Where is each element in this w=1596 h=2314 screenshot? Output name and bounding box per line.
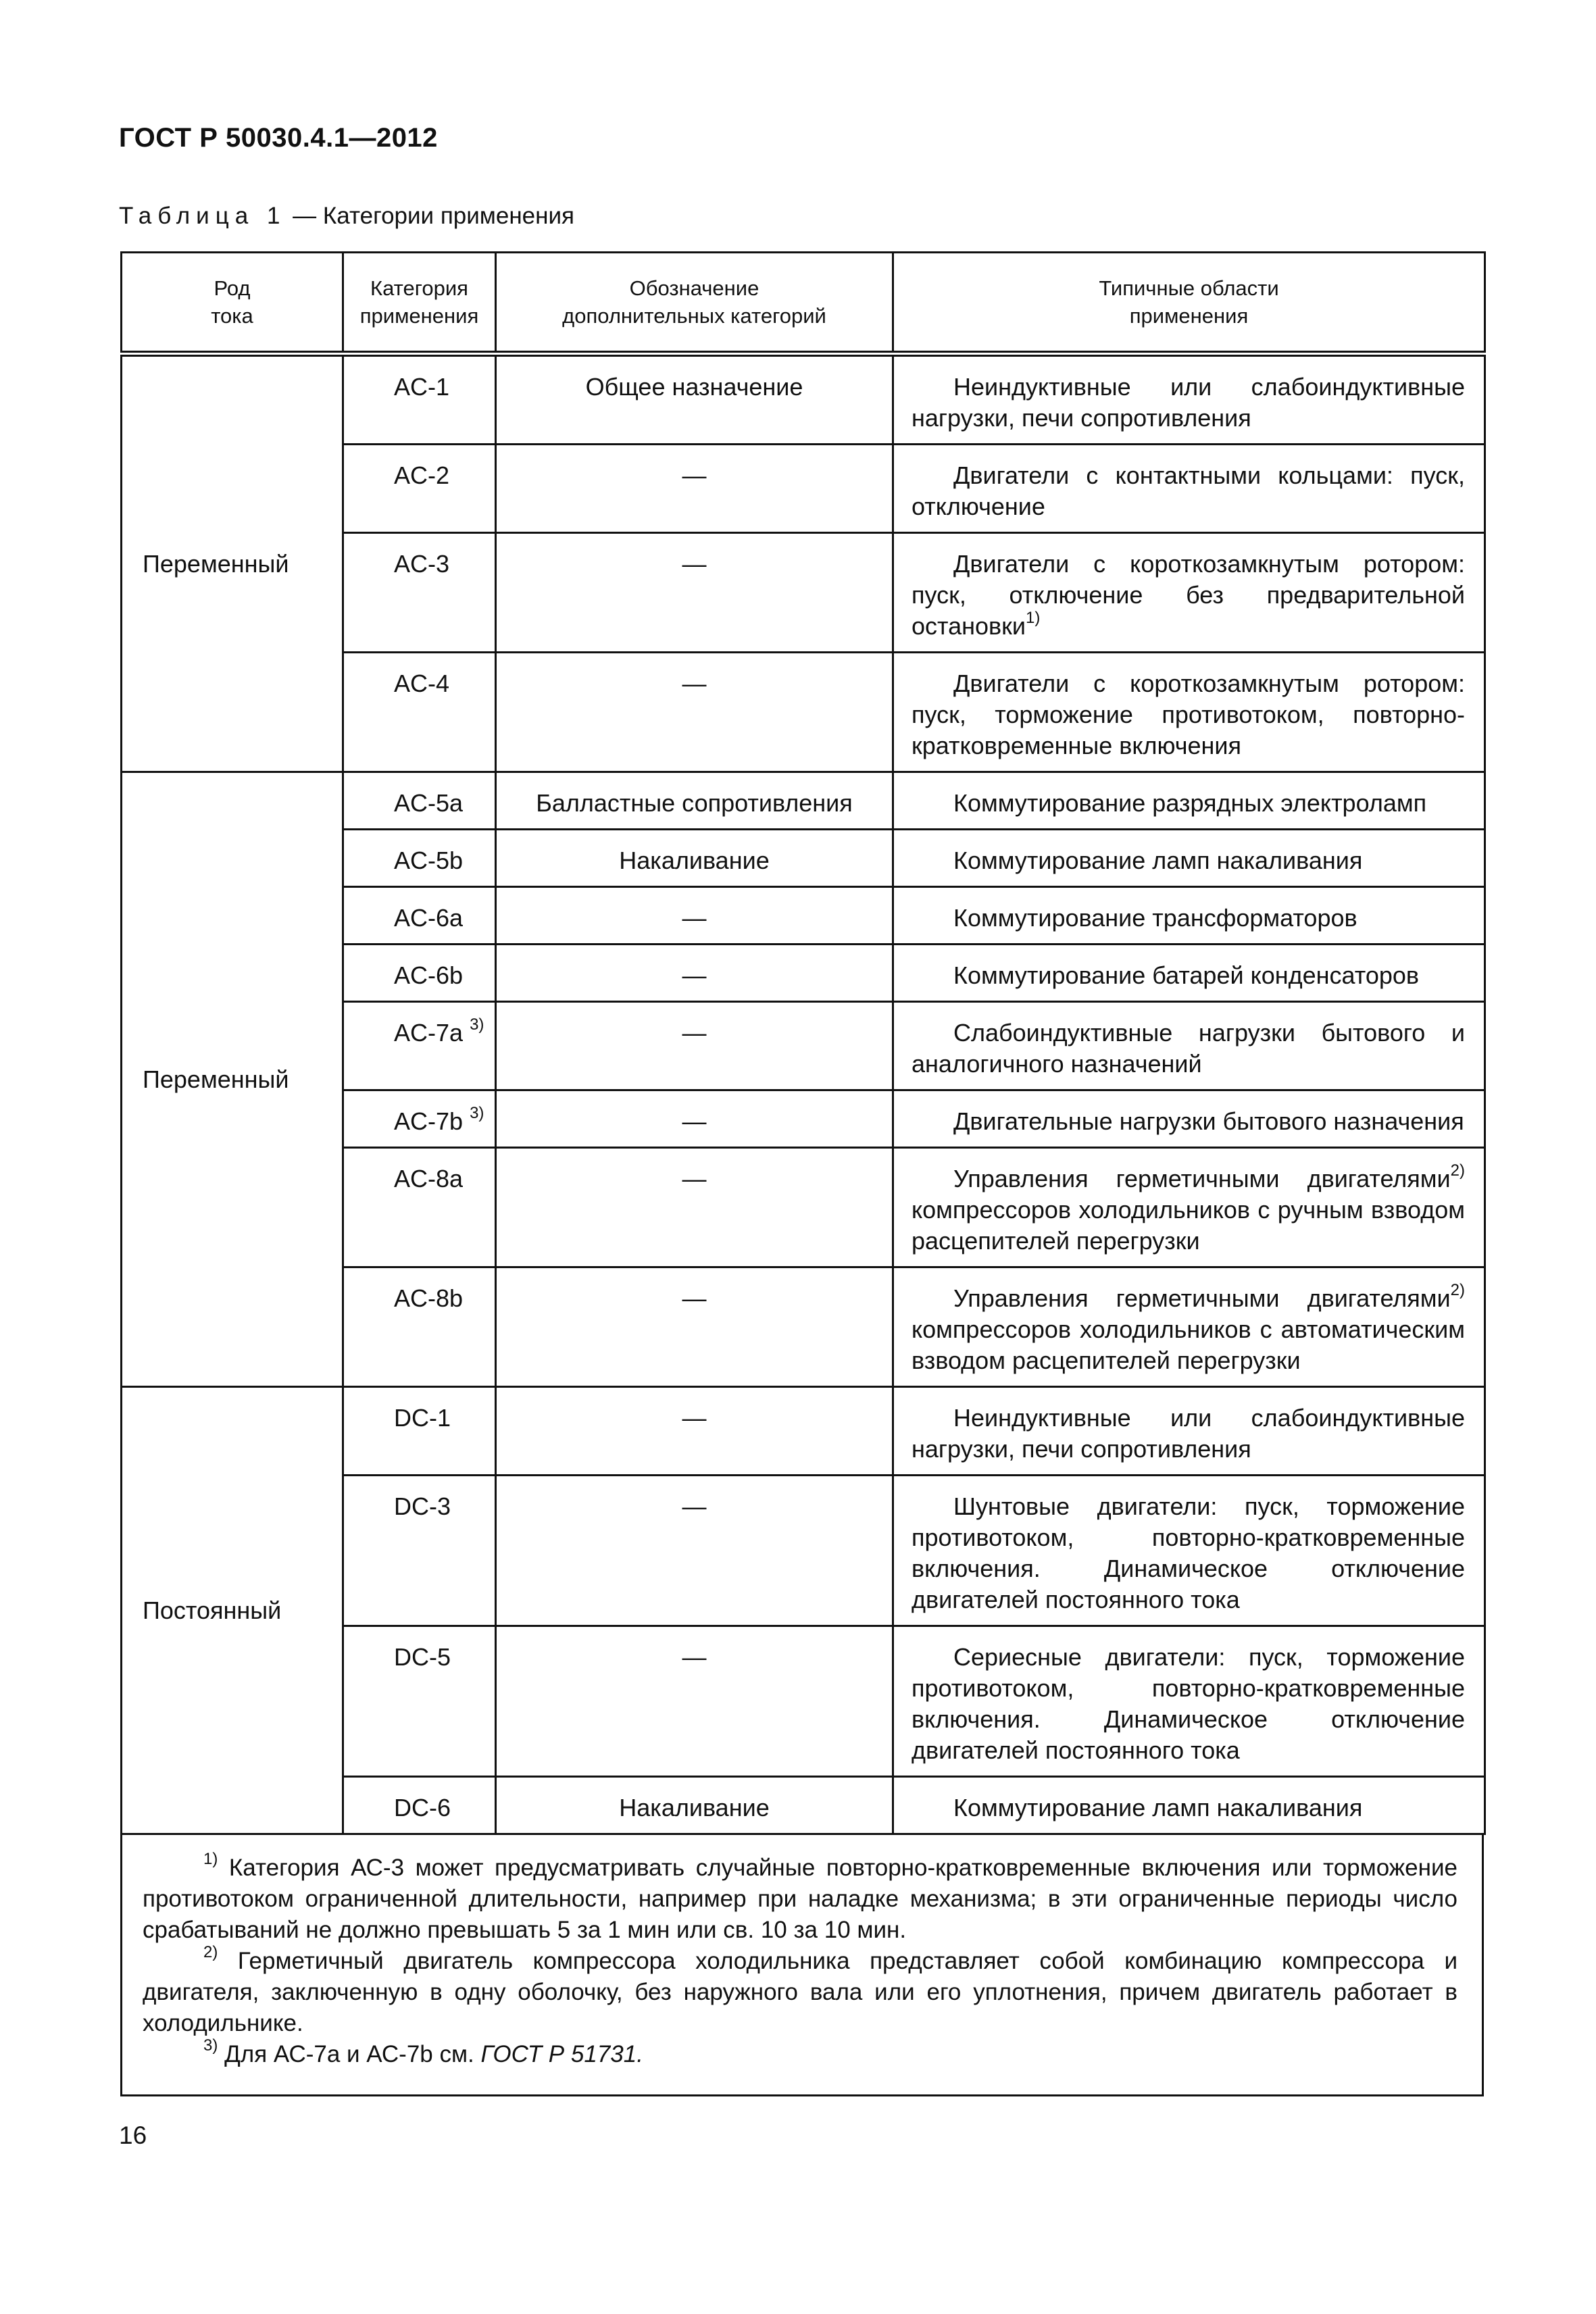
typical-area-cell (893, 945, 1485, 1002)
footnote-text: Категория АС-3 может предусматривать случайные повторно-кратковременные включения или торможение противотоком ограниченной длительности, например при наладке механизма; в эти ограниченные периоды число срабатываний не должно превышать 5 за 1 мин или св. 10 за 10 мин. (143, 1855, 1457, 1943)
current-type-cell (122, 1387, 343, 1834)
typical-area-text: Управления герметичными двигателями (953, 1165, 1451, 1192)
designation-cell (496, 1387, 893, 1476)
current-type-cell (122, 772, 343, 1387)
typical-area-text: Двигатели с контактными кольцами: пуск, отключение (912, 461, 1465, 520)
typical-area-cell (893, 887, 1485, 945)
category-cell (343, 1387, 496, 1476)
typical-area-text: Управления герметичными двигателями (953, 1284, 1451, 1312)
typical-area-cell (893, 445, 1485, 533)
designation-cell (496, 1002, 893, 1090)
page-number: 16 (119, 2121, 147, 2149)
designation-cell (496, 1626, 893, 1777)
typical-area-cell (893, 1002, 1485, 1090)
designation-text: Общее назначение (585, 373, 803, 401)
designation-text: — (682, 1284, 707, 1312)
footnote-ref: 3) (470, 1104, 484, 1122)
footnote-ref: 3) (470, 1015, 484, 1034)
footnote (143, 2036, 1457, 2070)
typical-area-cell (893, 830, 1485, 887)
table-row (122, 354, 1485, 445)
category-cell (343, 533, 496, 653)
footnote-text: Для АС-7а и АС-7b см. (218, 2041, 481, 2067)
category-cell (343, 1148, 496, 1267)
typical-area-cell (893, 354, 1485, 445)
current-type-label: Постоянный (143, 1596, 282, 1624)
typical-area-text: Коммутирование трансформаторов (953, 904, 1357, 932)
table-caption-label: Таблица 1 (119, 203, 286, 229)
col-header-category: Категория применения (343, 253, 496, 354)
category-cell (343, 445, 496, 533)
category-cell (343, 830, 496, 887)
category-code: AC-7b (394, 1107, 464, 1135)
category-cell (343, 945, 496, 1002)
table-caption (119, 203, 574, 230)
designation-text: — (682, 1019, 707, 1047)
col-header-typical-areas: Типичные области применения (893, 253, 1485, 354)
typical-area-text: компрессоров холодильников с ручным взводом расцепителей перегрузки (912, 1196, 1465, 1255)
col-header-designation: Обозначение дополнительных категорий (496, 253, 893, 354)
typical-area-cell (893, 1626, 1485, 1777)
designation-text: — (682, 1404, 707, 1432)
table-footnotes (120, 1835, 1484, 2096)
designation-text: — (682, 1643, 707, 1671)
designation-cell (496, 830, 893, 887)
category-cell (343, 772, 496, 830)
category-cell (343, 1626, 496, 1777)
designation-text: — (682, 670, 707, 697)
typical-area-text: Неиндуктивные или слабоиндуктивные нагрузки, печи сопротивления (912, 1404, 1465, 1463)
designation-cell (496, 945, 893, 1002)
current-type-label: Переменный (143, 1065, 289, 1093)
category-code: AC-6a (394, 904, 464, 932)
typical-area-cell (893, 533, 1485, 653)
category-code: AC-2 (394, 461, 450, 489)
typical-area-cell (893, 653, 1485, 772)
typical-area-text: Коммутирование ламп накаливания (953, 847, 1363, 874)
table-caption-title: — Категории применения (293, 203, 574, 229)
table-body (122, 354, 1485, 1834)
category-cell (343, 653, 496, 772)
typical-area-text: Двигатели с короткозамкнутым ротором: пуск, торможение противотоком, повторно-кратковременные включения (912, 670, 1465, 759)
footnote-ref: 3) (203, 2036, 218, 2055)
typical-area-cell (893, 1148, 1485, 1267)
category-cell (343, 887, 496, 945)
category-code: AC-1 (394, 373, 450, 401)
designation-cell (496, 1090, 893, 1148)
typical-area-text: Коммутирование разрядных электроламп (953, 789, 1427, 817)
footnote-ref: 1) (203, 1850, 218, 1869)
typical-area-cell (893, 1387, 1485, 1476)
categories-table (120, 251, 1486, 1835)
designation-cell (496, 887, 893, 945)
designation-text: — (682, 1107, 707, 1135)
designation-text: — (682, 1165, 707, 1192)
category-code: AC-6b (394, 961, 464, 989)
typical-area-cell (893, 1777, 1485, 1834)
designation-cell (496, 533, 893, 653)
designation-text: — (682, 961, 707, 989)
designation-text: Накаливание (619, 1794, 770, 1821)
category-code: AC-7a (394, 1019, 464, 1047)
designation-cell (496, 445, 893, 533)
footnote-ref: 1) (1026, 609, 1041, 627)
typical-area-cell (893, 1267, 1485, 1387)
typical-area-text: Неиндуктивные или слабоиндуктивные нагрузки, печи сопротивления (912, 373, 1465, 432)
typical-area-cell (893, 772, 1485, 830)
designation-text: — (682, 461, 707, 489)
typical-area-text: Коммутирование ламп накаливания (953, 1794, 1363, 1821)
footnote (143, 1850, 1457, 1946)
designation-cell (496, 1267, 893, 1387)
designation-cell (496, 1476, 893, 1626)
typical-area-text: Сериесные двигатели: пуск, торможение противотоком, повторно-кратковременные включения. Динамическое отключение двигателей постоянного тока (912, 1643, 1465, 1764)
table-row (122, 1387, 1485, 1476)
category-code: AC-4 (394, 670, 450, 697)
col-header-current-type: Род тока (122, 253, 343, 354)
designation-cell (496, 772, 893, 830)
category-code: AC-8b (394, 1284, 464, 1312)
designation-cell (496, 1148, 893, 1267)
category-cell (343, 1777, 496, 1834)
designation-text: — (682, 550, 707, 578)
footnote-ref: 2) (203, 1943, 218, 1962)
category-cell (343, 1267, 496, 1387)
designation-cell (496, 354, 893, 445)
typical-area-text: компрессоров холодильников с автоматическим взводом расцепителей перегрузки (912, 1315, 1465, 1374)
typical-area-text: Двигатели с короткозамкнутым ротором: пуск, отключение без предварительной остановки (912, 550, 1465, 640)
category-cell (343, 1002, 496, 1090)
typical-area-text: Коммутирование батарей конденсаторов (953, 961, 1420, 989)
table-header-row (122, 253, 1485, 354)
category-code: DC-5 (394, 1643, 451, 1671)
category-code: AC-5a (394, 789, 464, 817)
typical-area-cell (893, 1090, 1485, 1148)
category-code: DC-6 (394, 1794, 451, 1821)
standard-code: ГОСТ Р 50030.4.1—2012 (119, 123, 438, 153)
footnote-text: Герметичный двигатель компрессора холодильника представляет собой комбинацию компрессора и двигателя, заключенную в одну оболочку, без наружного вала или его уплотнения, причем двигатель работает в холодильнике. (143, 1948, 1457, 2036)
category-code: AC-3 (394, 550, 450, 578)
footnote (143, 1943, 1457, 2039)
designation-text: — (682, 1492, 707, 1520)
category-code: DC-1 (394, 1404, 451, 1432)
designation-text: Накаливание (619, 847, 770, 874)
typical-area-cell (893, 1476, 1485, 1626)
category-code: AC-8a (394, 1165, 464, 1192)
category-cell (343, 354, 496, 445)
current-type-cell (122, 354, 343, 772)
designation-cell (496, 653, 893, 772)
footnote-ref: 2) (1450, 1281, 1465, 1299)
category-cell (343, 1090, 496, 1148)
footnote-ref: 2) (1450, 1161, 1465, 1180)
designation-text: — (682, 904, 707, 932)
typical-area-text: Двигательные нагрузки бытового назначения (953, 1107, 1464, 1135)
table-row (122, 772, 1485, 830)
category-cell (343, 1476, 496, 1626)
typical-area-text: Слабоиндуктивные нагрузки бытового и аналогичного назначений (912, 1019, 1465, 1078)
typical-area-text: Шунтовые двигатели: пуск, торможение противотоком, повторно-кратковременные включения. Динамическое отключение двигателей постоянного тока (912, 1492, 1465, 1613)
category-code: AC-5b (394, 847, 464, 874)
category-code: DC-3 (394, 1492, 451, 1520)
designation-cell (496, 1777, 893, 1834)
current-type-label: Переменный (143, 549, 289, 578)
footnote-standard-ref: ГОСТ Р 51731. (480, 2041, 643, 2067)
designation-text: Балластные сопротивления (536, 789, 853, 817)
categories-table-container (120, 251, 1484, 2096)
